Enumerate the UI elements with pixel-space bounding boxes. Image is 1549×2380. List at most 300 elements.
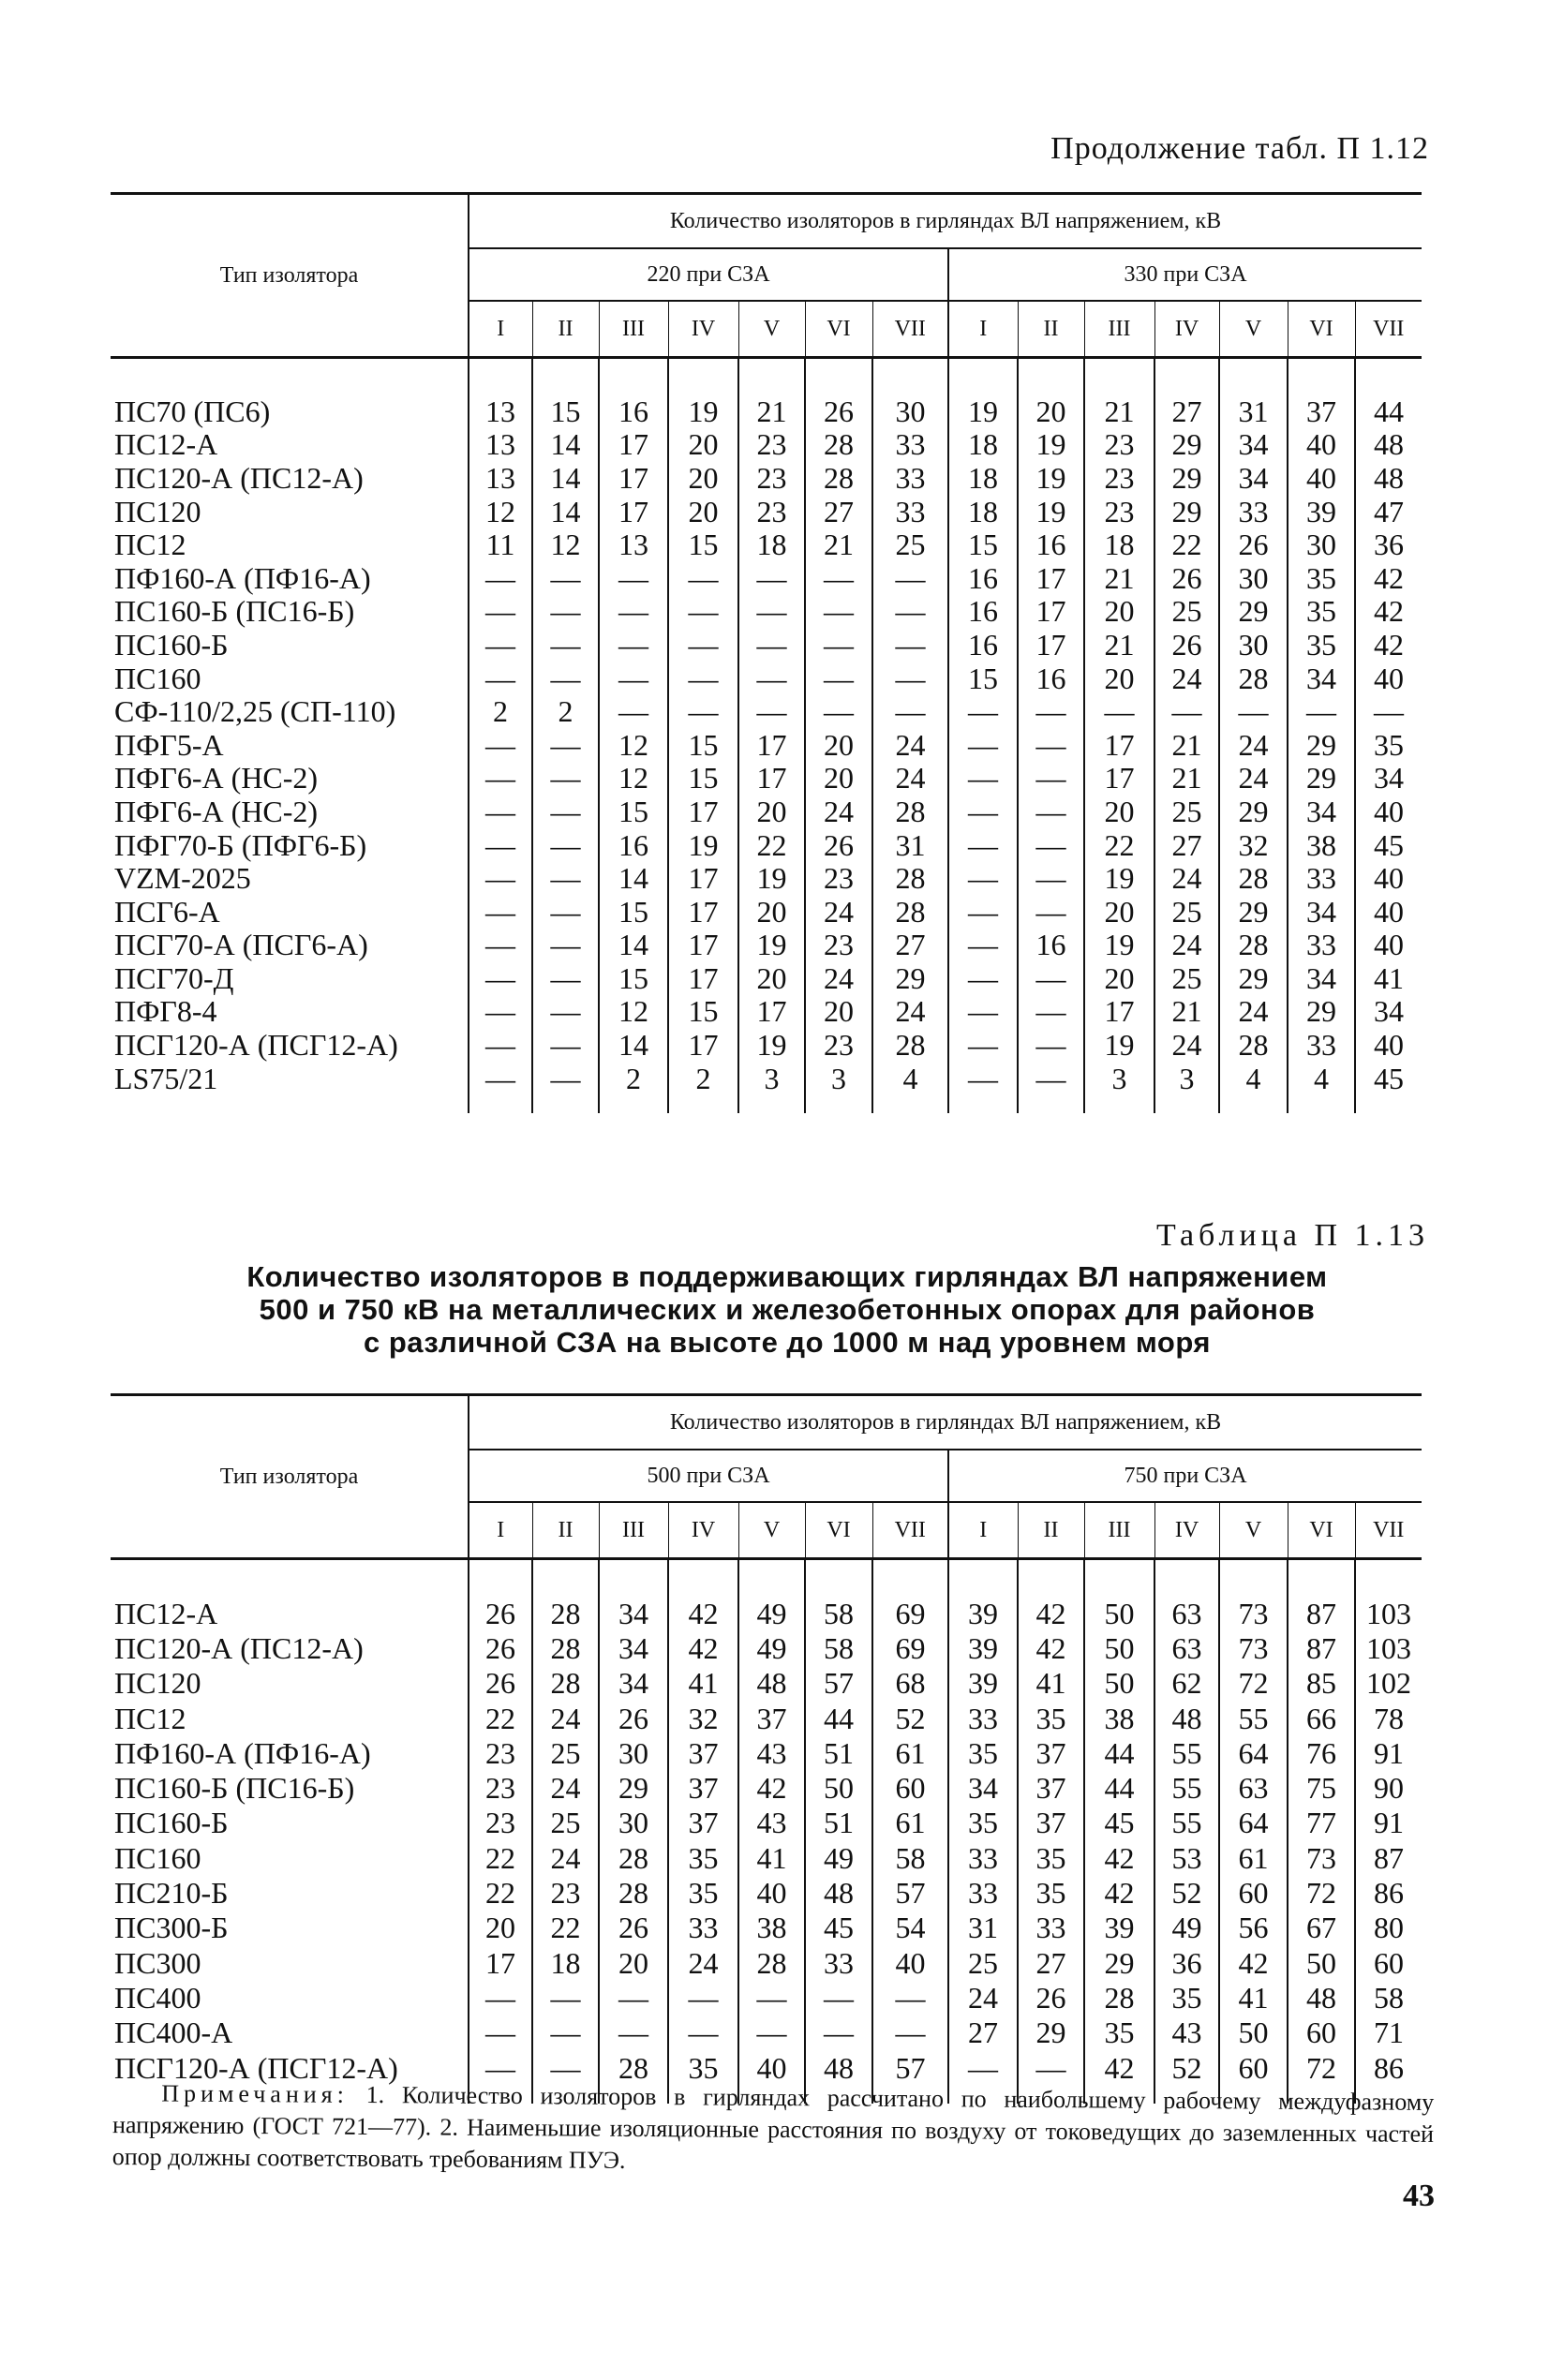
insulator-count: — (738, 2016, 805, 2050)
insulator-count: 19 (738, 861, 805, 895)
insulator-count: 33 (1018, 1911, 1084, 1945)
insulator-type: ПС12-А (114, 427, 218, 462)
insulator-count: 20 (805, 728, 872, 762)
insulator-count: 18 (948, 495, 1018, 528)
insulator-count: — (1018, 694, 1084, 728)
insulator-count: 72 (1288, 1875, 1355, 1910)
insulator-count: 28 (738, 1945, 805, 1980)
insulator-count: 15 (948, 662, 1018, 695)
zone-header: VII (1355, 1502, 1422, 1559)
insulator-count: 44 (1355, 394, 1422, 428)
table-number: Таблица П 1.13 (1156, 1218, 1429, 1253)
insulator-count: 16 (1018, 662, 1084, 695)
zone-header: I (469, 301, 532, 358)
insulator-count: 16 (1018, 929, 1084, 962)
insulator-count: 39 (1084, 1911, 1154, 1945)
insulator-count: 26 (599, 1701, 668, 1735)
insulator-count: — (668, 628, 738, 662)
insulator-count: 28 (532, 1630, 599, 1665)
insulator-count: 29 (1084, 1945, 1154, 1980)
insulator-count: 24 (668, 1945, 738, 1980)
insulator-count: 76 (1288, 1735, 1355, 1770)
insulator-count: 103 (1355, 1630, 1422, 1665)
insulator-count: 18 (738, 528, 805, 561)
insulator-type: ПФГ8-4 (114, 994, 217, 1029)
insulator-count: 34 (1219, 428, 1288, 462)
insulator-count: — (738, 561, 805, 595)
insulator-count: 23 (1084, 461, 1154, 495)
group-header: 750 при СЗА (948, 1450, 1422, 1502)
insulator-count: 35 (1154, 1980, 1219, 2015)
insulator-count: 91 (1355, 1806, 1422, 1840)
insulator-count: 29 (872, 961, 948, 995)
insulator-count: 48 (1154, 1701, 1219, 1735)
insulator-count: 60 (1288, 2016, 1355, 2050)
insulator-count: 17 (599, 461, 668, 495)
insulator-count: 45 (805, 1911, 872, 1945)
insulator-count: 12 (599, 995, 668, 1029)
insulator-count: 30 (599, 1735, 668, 1770)
insulator-count: 22 (1084, 828, 1154, 862)
zone-header: V (1219, 1502, 1288, 1559)
insulator-count: 25 (532, 1806, 599, 1840)
insulator-count: 28 (599, 1875, 668, 1910)
insulator-count: 50 (1084, 1596, 1154, 1630)
insulator-count: 37 (668, 1806, 738, 1840)
insulator-count: 23 (738, 428, 805, 462)
insulator-count: 24 (1219, 728, 1288, 762)
zone-header: III (599, 301, 668, 358)
spacer-row (111, 1094, 1422, 1113)
zone-header: I (469, 1502, 532, 1559)
table-row (111, 1840, 1422, 1875)
insulator-count: — (805, 595, 872, 629)
insulator-count: 43 (738, 1806, 805, 1840)
insulator-count: 48 (1355, 428, 1422, 462)
insulator-count: 22 (532, 1911, 599, 1945)
insulator-count: 30 (599, 1806, 668, 1840)
insulator-count: 64 (1219, 1806, 1288, 1840)
insulator-count: 23 (1084, 428, 1154, 462)
insulator-count: 55 (1154, 1735, 1219, 1770)
insulator-count: 12 (599, 728, 668, 762)
insulator-type: ПС120 (114, 1666, 201, 1701)
insulator-count: 24 (872, 995, 948, 1029)
insulator-count: — (469, 561, 532, 595)
insulator-count: 23 (532, 1875, 599, 1910)
insulator-count: 23 (738, 461, 805, 495)
insulator-count: — (469, 762, 532, 796)
insulator-count: 24 (532, 1770, 599, 1805)
page-number: 43 (1403, 2179, 1435, 2213)
insulator-count: 28 (1084, 1980, 1154, 2015)
zone-header: VI (805, 1502, 872, 1559)
table-row (111, 662, 1422, 695)
insulator-count: 23 (469, 1735, 532, 1770)
insulator-count: 33 (668, 1911, 738, 1945)
notes-text: 1. Количество изоляторов в гирляндах рассчитано по наибольшему рабочему междуфазному напряжению (ГОСТ 721—77). 2. Наименьшие изоляционные расстояния по воздуху от токоведущих до заземленных частей опор должны соответствовать требованиям ПУЭ. (112, 2080, 1435, 2174)
insulator-count: 27 (1154, 394, 1219, 428)
insulator-count: 35 (1018, 1875, 1084, 1910)
table-p1-12-continued (111, 192, 1422, 1113)
insulator-count: — (469, 828, 532, 862)
table-row (111, 561, 1422, 595)
table-row (111, 528, 1422, 561)
insulator-count: — (668, 595, 738, 629)
insulator-count: 42 (1355, 595, 1422, 629)
header-row (111, 194, 1422, 249)
zone-header: II (532, 301, 599, 358)
insulator-count: 26 (1018, 1980, 1084, 2015)
insulator-count: 28 (532, 1596, 599, 1630)
insulator-count: 40 (1288, 461, 1355, 495)
insulator-count: 45 (1084, 1806, 1154, 1840)
insulator-type: ПС12-А (114, 1596, 218, 1630)
insulator-count: 35 (1018, 1701, 1084, 1735)
insulator-count: 52 (872, 1701, 948, 1735)
zone-header: II (1018, 301, 1084, 358)
insulator-count: 40 (872, 1945, 948, 1980)
insulator-count: 68 (872, 1666, 948, 1701)
insulator-count: — (1018, 762, 1084, 796)
insulator-count: 33 (948, 1701, 1018, 1735)
insulator-count: 25 (532, 1735, 599, 1770)
insulator-count: 19 (1018, 428, 1084, 462)
insulator-count: 2 (668, 1062, 738, 1095)
insulator-count: 28 (1219, 861, 1288, 895)
insulator-count: 29 (1154, 461, 1219, 495)
insulator-count: 41 (1018, 1666, 1084, 1701)
insulator-count: 16 (599, 394, 668, 428)
insulator-count: 50 (1219, 2016, 1288, 2050)
table-row (111, 1980, 1422, 2015)
table-row (111, 929, 1422, 962)
zone-header: VI (805, 301, 872, 358)
insulator-count: 39 (1288, 495, 1355, 528)
insulator-count: 16 (948, 595, 1018, 629)
insulator-type: ПС70 (ПС6) (114, 394, 271, 428)
insulator-count: 64 (1219, 1735, 1288, 1770)
insulator-count: — (668, 561, 738, 595)
insulator-count: 42 (668, 1630, 738, 1665)
insulator-count: 39 (948, 1596, 1018, 1630)
insulator-count: — (805, 2016, 872, 2050)
insulator-count: 15 (599, 895, 668, 929)
insulator-count: 42 (1084, 1875, 1154, 1910)
insulator-count: 80 (1355, 1911, 1422, 1945)
insulator-count: 28 (1219, 662, 1288, 695)
insulator-count: 60 (1219, 1875, 1288, 1910)
insulator-count: — (1219, 694, 1288, 728)
insulator-type: ПС12 (114, 528, 186, 562)
insulator-count: 86 (1355, 1875, 1422, 1910)
insulator-count: 58 (805, 1596, 872, 1630)
insulator-count: — (599, 2016, 668, 2050)
table-row (111, 762, 1422, 796)
group-header: 220 при СЗА (469, 248, 948, 301)
insulator-count: 17 (668, 795, 738, 828)
insulator-type: ПС160-Б (ПС16-Б) (114, 594, 355, 629)
insulator-count: 14 (599, 1028, 668, 1062)
insulator-count: 42 (668, 1596, 738, 1630)
zone-header: VII (872, 301, 948, 358)
insulator-count: 13 (469, 461, 532, 495)
insulator-count: 15 (532, 394, 599, 428)
insulator-type: ПФГ70-Б (ПФГ6-Б) (114, 827, 367, 862)
insulator-type: ПФГ6-А (НС-2) (114, 794, 319, 828)
insulator-type: ПФ160-А (ПФ16-А) (114, 1735, 371, 1770)
insulator-count: 15 (668, 995, 738, 1029)
insulator-count: 26 (599, 1911, 668, 1945)
table-row (111, 895, 1422, 929)
insulator-count: 48 (805, 1875, 872, 1910)
insulator-count: 19 (668, 828, 738, 862)
insulator-count: 48 (738, 1666, 805, 1701)
insulator-count: 28 (1219, 929, 1288, 962)
insulator-type: ПСГ6-А (114, 894, 220, 929)
insulator-count: 24 (1219, 995, 1288, 1029)
insulator-count: 87 (1355, 1840, 1422, 1875)
insulator-count: 63 (1154, 1630, 1219, 1665)
insulator-count: 3 (1154, 1062, 1219, 1095)
insulator-type: ПФГ6-А (НС-2) (114, 761, 319, 796)
insulator-count: 20 (738, 795, 805, 828)
insulator-count: 33 (1219, 495, 1288, 528)
insulator-count: 26 (1154, 628, 1219, 662)
insulator-count: 28 (805, 461, 872, 495)
insulator-count: 24 (532, 1701, 599, 1735)
insulator-count: — (738, 628, 805, 662)
insulator-count: 34 (1355, 762, 1422, 796)
insulator-count: 13 (469, 394, 532, 428)
insulator-count: 32 (1219, 828, 1288, 862)
insulator-count: 31 (1219, 394, 1288, 428)
insulator-count: 14 (599, 861, 668, 895)
table-row (111, 628, 1422, 662)
insulator-count: 21 (1084, 394, 1154, 428)
insulator-count: 30 (1219, 628, 1288, 662)
insulator-type: ПС210-Б (114, 1876, 229, 1911)
insulator-count: — (948, 694, 1018, 728)
insulator-count: — (469, 1062, 532, 1095)
insulator-count: 15 (668, 762, 738, 796)
insulator-count: 30 (872, 394, 948, 428)
insulator-count: 20 (668, 461, 738, 495)
insulator-count: 35 (1355, 728, 1422, 762)
insulator-count: — (1288, 694, 1355, 728)
insulator-type: ПСГ120-А (ПСГ12-А) (114, 2050, 398, 2085)
insulator-count: 32 (668, 1701, 738, 1735)
insulator-count: — (532, 828, 599, 862)
table-caption (141, 1260, 1434, 1359)
table-p1-13 (111, 1393, 1422, 2104)
insulator-count: 18 (948, 461, 1018, 495)
insulator-count: — (532, 762, 599, 796)
insulator-type: ПС160-Б (114, 627, 229, 662)
insulator-count: 37 (1018, 1735, 1084, 1770)
insulator-count: 12 (599, 762, 668, 796)
insulator-count: 17 (599, 495, 668, 528)
insulator-count: 42 (1018, 1596, 1084, 1630)
insulator-count: — (532, 995, 599, 1029)
insulator-count: 29 (1288, 762, 1355, 796)
zone-header: I (948, 1502, 1018, 1559)
insulator-count: 37 (738, 1701, 805, 1735)
insulator-count: 42 (1084, 2050, 1154, 2085)
insulator-count: 78 (1355, 1701, 1422, 1735)
insulator-count: 11 (469, 528, 532, 561)
insulator-count: 23 (805, 861, 872, 895)
insulator-count: 50 (805, 1770, 872, 1805)
insulator-count: 53 (1154, 1840, 1219, 1875)
insulator-count: — (469, 2016, 532, 2050)
insulator-count: — (469, 895, 532, 929)
insulator-count: 19 (1084, 929, 1154, 962)
insulator-type: ПС120-А (ПС12-А) (114, 1630, 364, 1665)
insulator-type: ПС160-Б (ПС16-Б) (114, 1771, 355, 1806)
insulator-count: 30 (1219, 561, 1288, 595)
insulator-count: 24 (805, 795, 872, 828)
notes-label: Примечания: (161, 2079, 350, 2108)
insulator-count: 52 (1154, 1875, 1219, 1910)
insulator-count: — (532, 728, 599, 762)
insulator-count: 27 (1154, 828, 1219, 862)
insulator-count: 34 (1288, 895, 1355, 929)
insulator-count: 25 (948, 1945, 1018, 1980)
insulator-count: — (532, 595, 599, 629)
insulator-count: 28 (532, 1666, 599, 1701)
insulator-count: 20 (1084, 895, 1154, 929)
zone-header: II (1018, 1502, 1084, 1559)
insulator-count: 26 (805, 828, 872, 862)
insulator-count: 24 (532, 1840, 599, 1875)
insulator-count: 20 (738, 961, 805, 995)
caption-line: Количество изоляторов в поддерживающих гирляндах ВЛ напряжением (246, 1260, 1328, 1293)
insulator-count: — (738, 694, 805, 728)
table-row (111, 1701, 1422, 1735)
table-row (111, 1875, 1422, 1910)
insulator-count: 28 (872, 895, 948, 929)
insulator-count: — (1018, 961, 1084, 995)
caption-line: с различной СЗА на высоте до 1000 м над уровнем моря (364, 1326, 1211, 1359)
insulator-count: — (532, 895, 599, 929)
insulator-count: 28 (872, 795, 948, 828)
insulator-count: 17 (1084, 762, 1154, 796)
insulator-count: 73 (1219, 1630, 1288, 1665)
insulator-count: 22 (469, 1840, 532, 1875)
zone-header: VII (1355, 301, 1422, 358)
insulator-count: 35 (668, 2050, 738, 2085)
insulator-count: 42 (1084, 1840, 1154, 1875)
insulator-count: 23 (1084, 495, 1154, 528)
insulator-count: 18 (1084, 528, 1154, 561)
zone-header: VI (1288, 301, 1355, 358)
zone-header: I (948, 301, 1018, 358)
insulator-count: — (948, 1062, 1018, 1095)
insulator-count: 13 (599, 528, 668, 561)
insulator-count: 2 (469, 694, 532, 728)
insulator-count: 35 (1288, 561, 1355, 595)
insulator-count: 60 (1219, 2050, 1288, 2085)
table-row (111, 2016, 1422, 2050)
insulator-count: 50 (1288, 1945, 1355, 1980)
insulator-count: 41 (668, 1666, 738, 1701)
insulator-count: 34 (599, 1596, 668, 1630)
insulator-count: 50 (1084, 1666, 1154, 1701)
insulator-count: 48 (1355, 461, 1422, 495)
insulator-count: 16 (948, 628, 1018, 662)
insulator-count: — (948, 929, 1018, 962)
insulator-count: — (469, 2050, 532, 2085)
insulator-count: — (532, 561, 599, 595)
insulator-count: 35 (668, 1875, 738, 1910)
insulator-count: — (738, 662, 805, 695)
insulator-count: 24 (1154, 929, 1219, 962)
insulator-count: 33 (872, 461, 948, 495)
insulator-count: 25 (872, 528, 948, 561)
insulator-count: 20 (738, 895, 805, 929)
insulator-count: 27 (948, 2016, 1018, 2050)
insulator-count: 14 (532, 428, 599, 462)
insulator-count: 37 (668, 1735, 738, 1770)
table-row (111, 1806, 1422, 1840)
insulator-count: 42 (1355, 561, 1422, 595)
insulator-count: — (948, 995, 1018, 1029)
insulator-count: 4 (872, 1062, 948, 1095)
insulator-count: 17 (668, 895, 738, 929)
insulator-count: 28 (1219, 1028, 1288, 1062)
insulator-count: — (599, 628, 668, 662)
insulator-count: 25 (1154, 895, 1219, 929)
insulator-count: 16 (1018, 528, 1084, 561)
table-row (111, 694, 1422, 728)
insulator-count: 72 (1288, 2050, 1355, 2085)
insulator-count: 3 (738, 1062, 805, 1095)
insulator-count: 34 (1288, 961, 1355, 995)
insulator-count: 3 (1084, 1062, 1154, 1095)
continuation-label: Продолжение табл. П 1.12 (1050, 131, 1429, 166)
insulator-count: 72 (1219, 1666, 1288, 1701)
insulator-count: 40 (1355, 929, 1422, 962)
insulator-count: — (532, 795, 599, 828)
insulator-count: 29 (1219, 895, 1288, 929)
group-header: 500 при СЗА (469, 1450, 948, 1502)
insulator-count: 39 (948, 1630, 1018, 1665)
insulator-count: — (948, 2050, 1018, 2085)
group-header: 330 при СЗА (948, 248, 1422, 301)
insulator-count: 21 (1154, 995, 1219, 1029)
table-row (111, 861, 1422, 895)
insulator-count: 49 (1154, 1911, 1219, 1945)
insulator-count: 20 (1084, 795, 1154, 828)
insulator-count: 29 (1219, 961, 1288, 995)
insulator-count: 49 (738, 1630, 805, 1665)
insulator-count: 35 (668, 1840, 738, 1875)
insulator-count: 19 (1084, 1028, 1154, 1062)
insulator-count: 20 (1018, 394, 1084, 428)
insulator-count: 31 (948, 1911, 1018, 1945)
header-row (111, 1395, 1422, 1450)
insulator-count: 17 (668, 929, 738, 962)
insulator-count: 21 (1154, 762, 1219, 796)
insulator-count: — (469, 795, 532, 828)
insulator-count: 26 (469, 1666, 532, 1701)
table-row (111, 495, 1422, 528)
insulator-count: 24 (1154, 662, 1219, 695)
table-row (111, 1028, 1422, 1062)
insulator-count: 61 (872, 1806, 948, 1840)
insulator-count: — (738, 1980, 805, 2015)
